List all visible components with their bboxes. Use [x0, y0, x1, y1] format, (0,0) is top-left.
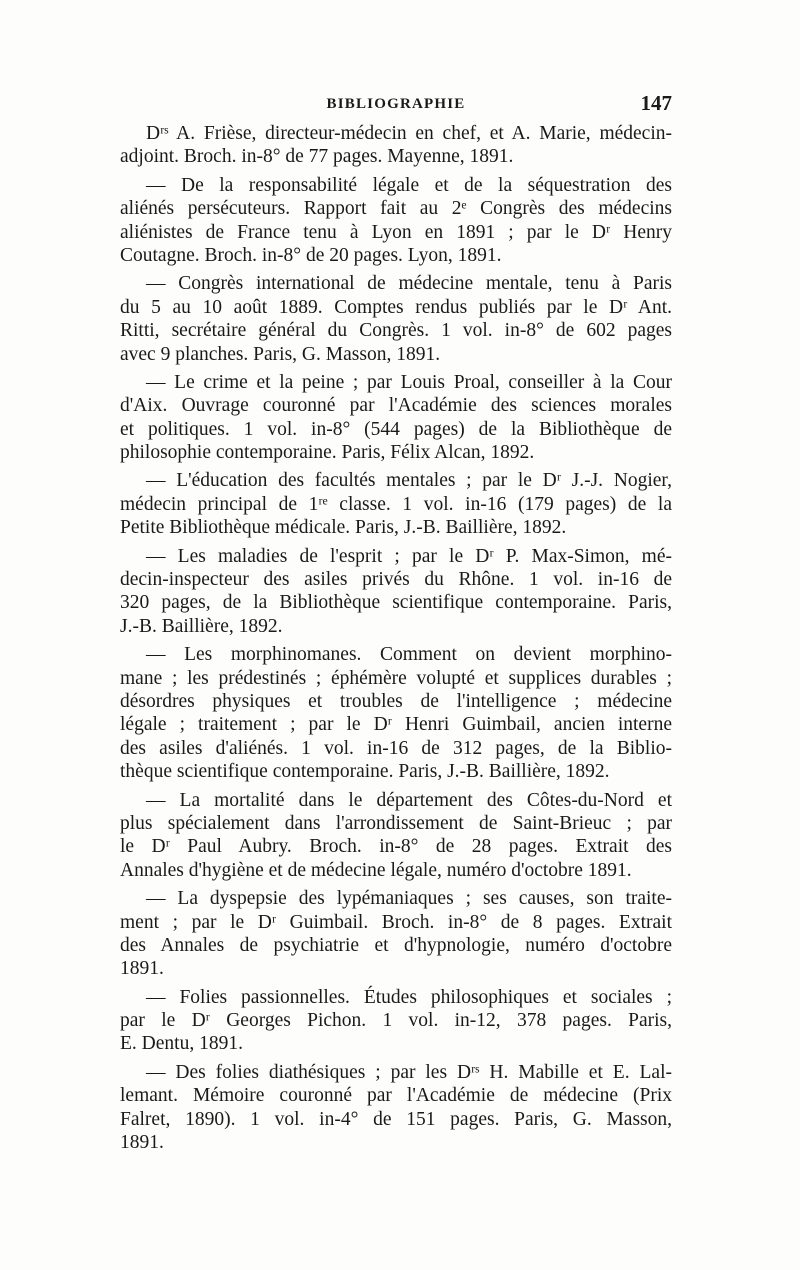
entry-line: légale ; traitement ; par le Dʳ Henri Guimbail, ancien interne [120, 714, 672, 736]
bibliography-entry [120, 272, 672, 366]
entry-line: lemant. Mémoire couronné par l'Académie de médecine (Prix [120, 1085, 672, 1107]
bibliography-entry [120, 174, 672, 268]
entry-line: ment ; par le Dʳ Guimbail. Broch. in-8° de 8 pages. Extrait [120, 911, 672, 933]
entry-line: — La mortalité dans le département des Côtes-du-Nord et [146, 789, 672, 811]
entry-line: Dʳˢ A. Frièse, directeur-médecin en chef, et A. Marie, médecin- [146, 123, 672, 144]
entry-line: — Congrès international de médecine mentale, tenu à Paris [146, 273, 672, 295]
entry-line: Coutagne. Broch. in-8° de 20 pages. Lyon, 1891. [120, 244, 502, 266]
bibliography-entry [120, 1061, 672, 1155]
entry-line: 1891. [120, 958, 164, 980]
bibliography-entry [120, 469, 672, 539]
entry-line: désordres physiques et troubles de l'intelligence ; médecine [120, 690, 672, 712]
bibliography-body [120, 122, 672, 1154]
bibliography-entry [120, 545, 672, 639]
entry-line: — Les morphinomanes. Comment on devient morphino- [146, 644, 672, 666]
entry-line: le Dʳ Paul Aubry. Broch. in-8° de 28 pages. Extrait des [120, 836, 672, 858]
bibliography-entry [120, 887, 672, 981]
entry-line: des asiles d'aliénés. 1 vol. in-16 de 312 pages, de la Biblio- [120, 737, 672, 759]
bibliography-entry [120, 789, 672, 883]
running-head [120, 92, 672, 122]
entry-line: J.-B. Baillière, 1892. [120, 615, 283, 637]
entry-line: thèque scientifique contemporaine. Paris, J.-B. Baillière, 1892. [120, 761, 610, 783]
entry-line: adjoint. Broch. in-8° de 77 pages. Mayenne, 1891. [120, 146, 514, 168]
entry-line: Annales d'hygiène et de médecine légale, numéro d'octobre 1891. [120, 859, 632, 881]
bibliography-entry [120, 122, 672, 169]
entry-line: et politiques. 1 vol. in-8° (544 pages) de la Bibliothèque de [120, 418, 672, 440]
entry-line: — Folies passionnelles. Études philosophiques et sociales ; [146, 986, 672, 1008]
entry-line: decin-inspecteur des asiles privés du Rhône. 1 vol. in-16 de [120, 569, 672, 591]
entry-line: médecin principal de 1ʳᵉ classe. 1 vol. in-16 (179 pages) de la [120, 493, 672, 515]
entry-line: d'Aix. Ouvrage couronné par l'Académie des sciences morales [120, 395, 672, 417]
entry-line: mane ; les prédestinés ; éphémère volupté et supplices durables ; [120, 667, 672, 689]
entry-line: — Le crime et la peine ; par Louis Proal, conseiller à la Cour [146, 371, 672, 393]
entry-line: des Annales de psychiatrie et d'hypnologie, numéro d'octobre [120, 934, 672, 956]
entry-line: — L'éducation des facultés mentales ; par le Dʳ J.-J. Nogier, [146, 470, 672, 492]
entry-line: 320 pages, de la Bibliothèque scientifique contemporaine. Paris, [120, 592, 672, 614]
page-number: 147 [640, 91, 672, 115]
bibliography-entry [120, 986, 672, 1056]
bibliography-entry [120, 643, 672, 783]
entry-line: du 5 au 10 août 1889. Comptes rendus publiés par le Dʳ Ant. [120, 296, 672, 318]
entry-line: aliénistes de France tenu à Lyon en 1891 ; par le Dʳ Henry [120, 221, 672, 243]
running-title: BIBLIOGRAPHIE [326, 96, 466, 112]
entry-line: aliénés persécuteurs. Rapport fait au 2ᵉ Congrès des médecins [120, 198, 672, 220]
entry-line: avec 9 planches. Paris, G. Masson, 1891. [120, 343, 441, 365]
entry-line: — De la responsabilité légale et de la séquestration des [146, 174, 672, 196]
entry-line: E. Dentu, 1891. [120, 1033, 243, 1055]
entry-line: philosophie contemporaine. Paris, Félix Alcan, 1892. [120, 442, 535, 464]
entry-line: — Des folies diathésiques ; par les Dʳˢ H. Mabille et E. Lal- [146, 1061, 672, 1083]
entry-line: Petite Bibliothèque médicale. Paris, J.-B. Baillière, 1892. [120, 517, 567, 539]
entry-line: par le Dʳ Georges Pichon. 1 vol. in-12, 378 pages. Paris, [120, 1010, 672, 1032]
entry-line: 1891. [120, 1132, 164, 1154]
bibliography-entry [120, 371, 672, 465]
entry-line: — La dyspepsie des lypémaniaques ; ses causes, son traite- [146, 888, 672, 910]
entry-line: — Les maladies de l'esprit ; par le Dʳ P. Max-Simon, mé- [146, 545, 672, 567]
entry-line: Falret, 1890). 1 vol. in-4° de 151 pages. Paris, G. Masson, [120, 1108, 672, 1130]
entry-line: plus spécialement dans l'arrondissement de Saint-Brieuc ; par [120, 812, 672, 834]
entry-line: Ritti, secrétaire général du Congrès. 1 vol. in-8° de 602 pages [120, 320, 672, 342]
